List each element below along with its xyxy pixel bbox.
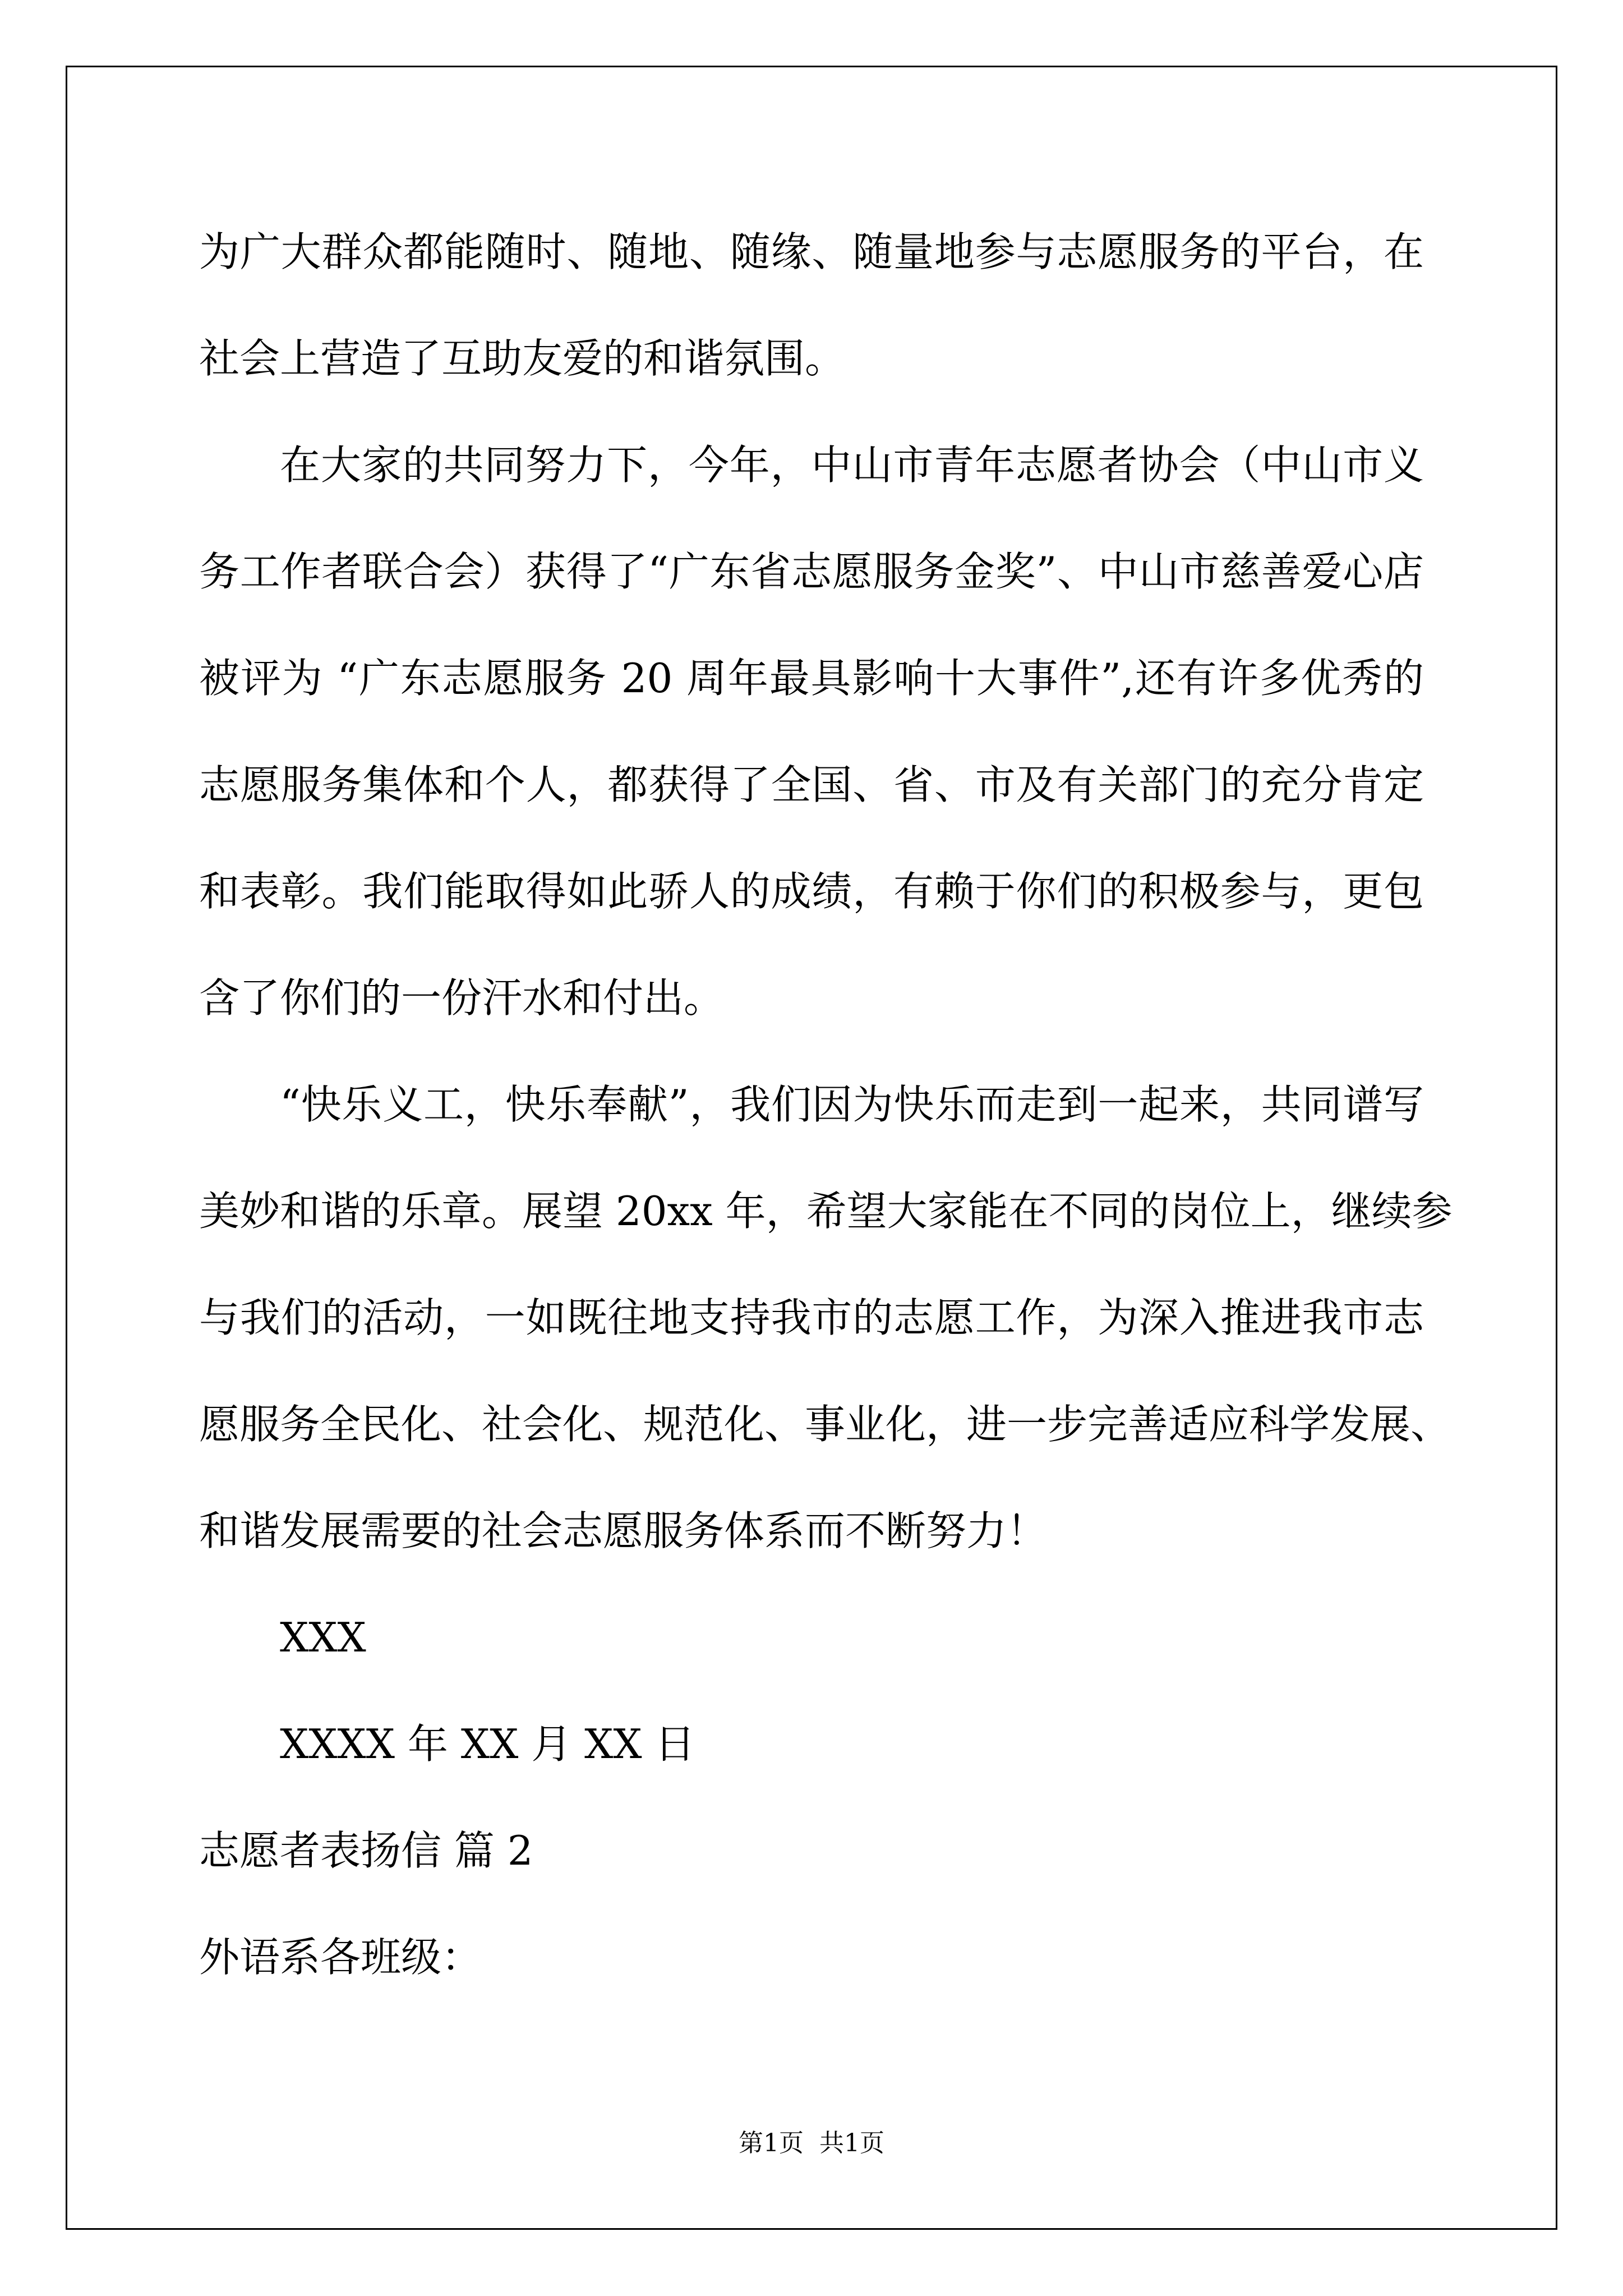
signature: XXX — [280, 1614, 366, 1661]
text-line: 务工作者联合会）获得了“广东省志愿服务金奖”、中山市慈善爱心店 — [199, 548, 1424, 595]
salutation: 外语系各班级： — [199, 1934, 482, 1981]
letter-date: XXXX 年 XX 月 XX 日 — [280, 1720, 695, 1768]
text-line: 和谐发展需要的社会志愿服务体系而不断努力！ — [199, 1507, 1048, 1554]
text-line: 美妙和谐的乐章。展望 20xx 年，希望大家能在不同的岗位上，继续参 — [199, 1188, 1453, 1235]
paragraph-1 — [199, 199, 1489, 412]
text-line: 愿服务全民化、社会化、规范化、事业化，进一步完善适应科学发展、 — [199, 1401, 1451, 1448]
document-body — [199, 199, 1489, 2010]
text-line: 志愿服务集体和个人，都获得了全国、省、市及有关部门的充分肯定 — [199, 761, 1424, 808]
page-footer: 第1页 共1页 — [739, 2129, 884, 2157]
paragraph-3 — [199, 1051, 1489, 1584]
text-line: 与我们的活动，一如既往地支持我市的志愿工作，为深入推进我市志 — [199, 1294, 1424, 1341]
text-line: 在大家的共同努力下，今年，中山市青年志愿者协会（中山市义 — [280, 441, 1424, 489]
text-line: 含了你们的一份汗水和付出。 — [199, 974, 725, 1022]
paragraph-2 — [199, 412, 1489, 1051]
text-line: 和表彰。我们能取得如此骄人的成绩，有赖于你们的积极参与，更包 — [199, 868, 1424, 915]
text-line: “快乐义工，快乐奉献”，我们因为快乐而走到一起来，共同谱写 — [280, 1081, 1424, 1128]
text-line: 为广大群众都能随时、随地、随缘、随量地参与志愿服务的平台，在 — [199, 228, 1424, 275]
text-line: 被评为 “广东志愿服务 20 周年最具影响十大事件”,还有许多优秀的 — [199, 655, 1424, 702]
text-line: 社会上营造了互助友爱的和谐氛围。 — [199, 335, 846, 382]
section-heading: 志愿者表扬信 篇 2 — [199, 1827, 533, 1874]
